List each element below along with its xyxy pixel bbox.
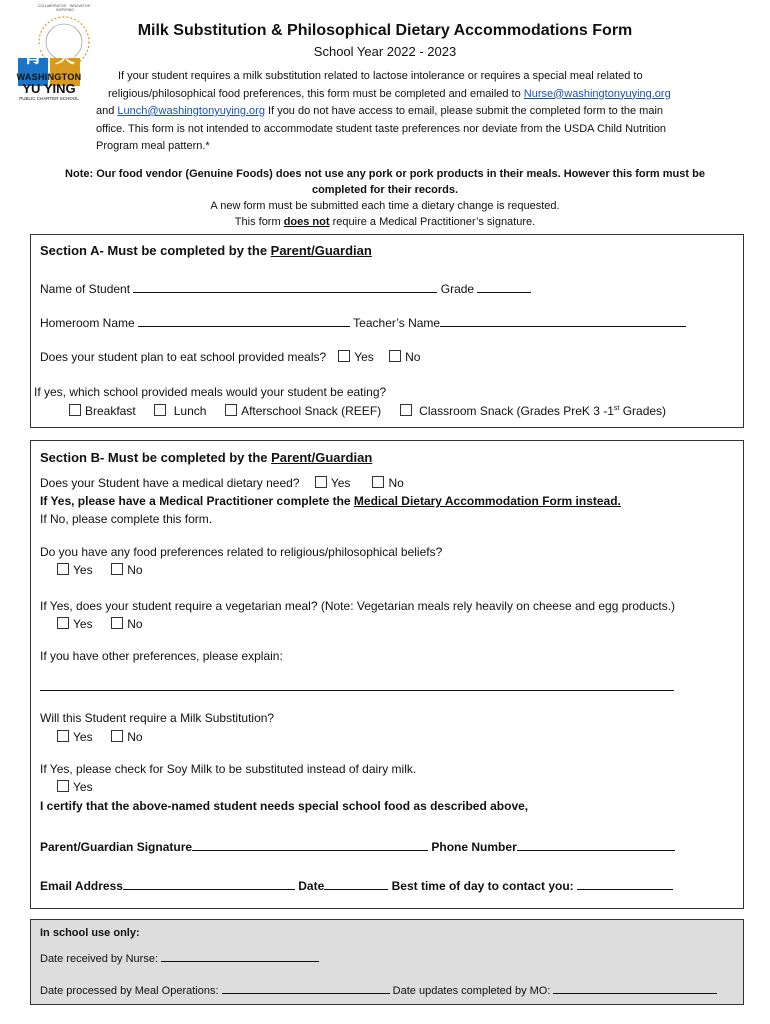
logo-ring-text: COLLABORATIVE · INNOVATIVE · INSPIRING [37, 4, 93, 12]
lunch-email-link[interactable]: Lunch@washingtonyuying.org [117, 105, 265, 117]
note-block [30, 166, 740, 230]
classroom-snack-label: Classroom Snack (Grades PreK 3 -1st Grades) [419, 404, 667, 418]
vegetarian-yes-checkbox[interactable] [57, 617, 69, 629]
food-pref-question: Do you have any food preferences related to religious/philosophical beliefs? [40, 545, 443, 559]
meals-yes-label: Yes [354, 350, 374, 364]
section-a [30, 234, 744, 428]
afterschool-snack-checkbox[interactable] [225, 404, 237, 416]
which-meals-question: If yes, which school provided meals would your student be eating? [34, 385, 387, 399]
section-b-heading: Section B- Must be completed by the Parent/Guardian [40, 450, 373, 465]
email-field[interactable] [123, 878, 295, 890]
soy-yes-label: Yes [73, 780, 93, 794]
logo-hanzi-2: 英 [55, 45, 75, 67]
food-pref-no-checkbox[interactable] [111, 563, 123, 575]
medical-yes-instruction: If Yes, please have a Medical Practitioner complete the Medical Dietary Accommodation Form instead. [40, 494, 621, 508]
note-line-1: Note: Our food vendor (Genuine Foods) does not use any pork or pork products in their meals. However this form must be [65, 168, 705, 180]
processed-row [40, 982, 717, 997]
homeroom-label: Homeroom Name [40, 316, 135, 330]
homeroom-field[interactable] [138, 315, 350, 327]
processed-field[interactable] [222, 982, 390, 994]
milk-no-label: No [127, 730, 143, 744]
vegetarian-question: If Yes, does your student require a vegetarian meal? (Note: Vegetarian meals rely heavily on cheese and egg products.) [40, 599, 676, 613]
meal-options-row [67, 404, 666, 418]
logo-name-1: WASHINGTON [16, 72, 82, 82]
school-year: School Year 2022 - 2023 [313, 44, 457, 59]
medical-no-instruction: If No, please complete this form. [40, 512, 213, 526]
updated-field[interactable] [553, 982, 717, 994]
medical-form-link[interactable]: Medical Dietary Accommodation Form instead. [353, 494, 621, 508]
soy-yes-checkbox[interactable] [57, 780, 69, 792]
school-use-section [30, 919, 744, 1005]
meals-yes-checkbox[interactable] [338, 350, 350, 362]
form-title: Milk Substitution & Philosophical Dietary Accommodations Form [137, 22, 633, 39]
soy-options [55, 780, 93, 794]
intro-line-3b: If you do not have access to email, please submit the completed form to the main [264, 105, 664, 117]
logo-tagline: PUBLIC CHARTER SCHOOL [19, 96, 79, 101]
vegetarian-yes-label: Yes [73, 617, 93, 631]
other-preferences-field[interactable] [40, 679, 674, 691]
teacher-field[interactable] [440, 315, 686, 327]
homeroom-row [40, 315, 686, 330]
medical-question-row [40, 476, 404, 490]
intro-line-4: office. This form is not intended to accommodate student taste preferences nor deviate from the USDA Child Nutrition [96, 122, 667, 135]
milk-options [55, 730, 143, 744]
updated-label: Date updates completed by MO: [392, 985, 551, 997]
other-preferences-row [40, 679, 674, 694]
student-name-label: Name of Student [40, 282, 131, 296]
breakfast-label: Breakfast [85, 404, 136, 418]
meals-no-checkbox[interactable] [389, 350, 401, 362]
vegetarian-no-label: No [127, 617, 143, 631]
student-name-field[interactable] [133, 281, 437, 293]
email-label: Email Address [40, 879, 123, 893]
date-field[interactable] [324, 878, 388, 890]
lunch-label: Lunch [173, 404, 207, 418]
certification-statement: I certify that the above-named student needs special school food as described above, [40, 799, 529, 813]
logo-name-2: YU YING [22, 81, 76, 96]
milk-question: Will this Student require a Milk Substitution? [40, 711, 275, 725]
classroom-snack-checkbox[interactable] [400, 404, 412, 416]
note-does-not: does not [283, 216, 330, 228]
medical-no-label: No [388, 476, 404, 490]
medical-question: Does your Student have a medical dietary need? [40, 476, 300, 490]
milk-yes-checkbox[interactable] [57, 730, 69, 742]
intro-paragraph [96, 68, 736, 156]
received-field[interactable] [161, 950, 319, 962]
intro-line-2: religious/philosophical food preferences, this form must be completed and emailed to [108, 87, 524, 100]
phone-field[interactable] [517, 839, 675, 851]
contact-row [40, 878, 673, 893]
meals-question: Does your student plan to eat school provided meals? [40, 350, 327, 364]
vegetarian-options [55, 617, 143, 631]
food-pref-yes-checkbox[interactable] [57, 563, 69, 575]
best-time-field[interactable] [577, 878, 673, 890]
food-pref-yes-label: Yes [73, 563, 93, 577]
phone-label: Phone Number [431, 840, 517, 854]
intro-line-1: If your student requires a milk substitution related to lactose intolerance or requires a special meal related to [118, 70, 643, 82]
intro-line-5: Program meal pattern.* [96, 140, 210, 152]
breakfast-checkbox[interactable] [69, 404, 81, 416]
note-line-4a: This form [234, 216, 284, 228]
student-name-row [40, 281, 531, 296]
meals-no-label: No [405, 350, 421, 364]
nurse-email-link[interactable]: Nurse@washingtonyuying.org [523, 87, 671, 100]
meals-question-row [40, 350, 420, 364]
medical-yes-label: Yes [330, 476, 351, 490]
milk-yes-label: Yes [73, 730, 93, 744]
note-line-2: completed for their records. [311, 184, 459, 196]
signature-row [40, 839, 675, 854]
milk-no-checkbox[interactable] [111, 730, 123, 742]
intro-line-3a: and [96, 105, 118, 117]
school-use-heading: In school use only: [40, 927, 140, 939]
vegetarian-no-checkbox[interactable] [111, 617, 123, 629]
food-pref-options [55, 563, 143, 577]
medical-no-checkbox[interactable] [372, 476, 384, 488]
note-line-4c: require a Medical Practitioner’s signature. [329, 216, 536, 228]
afterschool-snack-label: Afterschool Snack (REEF) [241, 404, 382, 418]
processed-label: Date processed by Meal Operations: [40, 985, 219, 997]
grade-label: Grade [440, 282, 475, 296]
received-row [40, 950, 319, 965]
medical-yes-checkbox[interactable] [315, 476, 327, 488]
soy-question: If Yes, please check for Soy Milk to be substituted instead of dairy milk. [40, 762, 417, 776]
lunch-checkbox[interactable] [154, 404, 166, 416]
logo-hanzi-1: 育 [23, 45, 43, 67]
grade-field[interactable] [477, 281, 531, 293]
signature-field[interactable] [192, 839, 428, 851]
food-pref-no-label: No [127, 563, 143, 577]
date-label: Date [298, 879, 325, 893]
note-line-3: A new form must be submitted each time a dietary change is requested. [210, 200, 560, 212]
received-label: Date received by Nurse: [40, 953, 158, 965]
signature-label: Parent/Guardian Signature [40, 840, 193, 854]
section-a-heading: Section A- Must be completed by the Parent/Guardian [40, 243, 372, 258]
other-preferences-question: If you have other preferences, please explain: [40, 649, 283, 663]
best-time-label: Best time of day to contact you: [391, 879, 574, 893]
section-b [30, 440, 744, 909]
teacher-label: Teacher’s Name [353, 316, 441, 330]
